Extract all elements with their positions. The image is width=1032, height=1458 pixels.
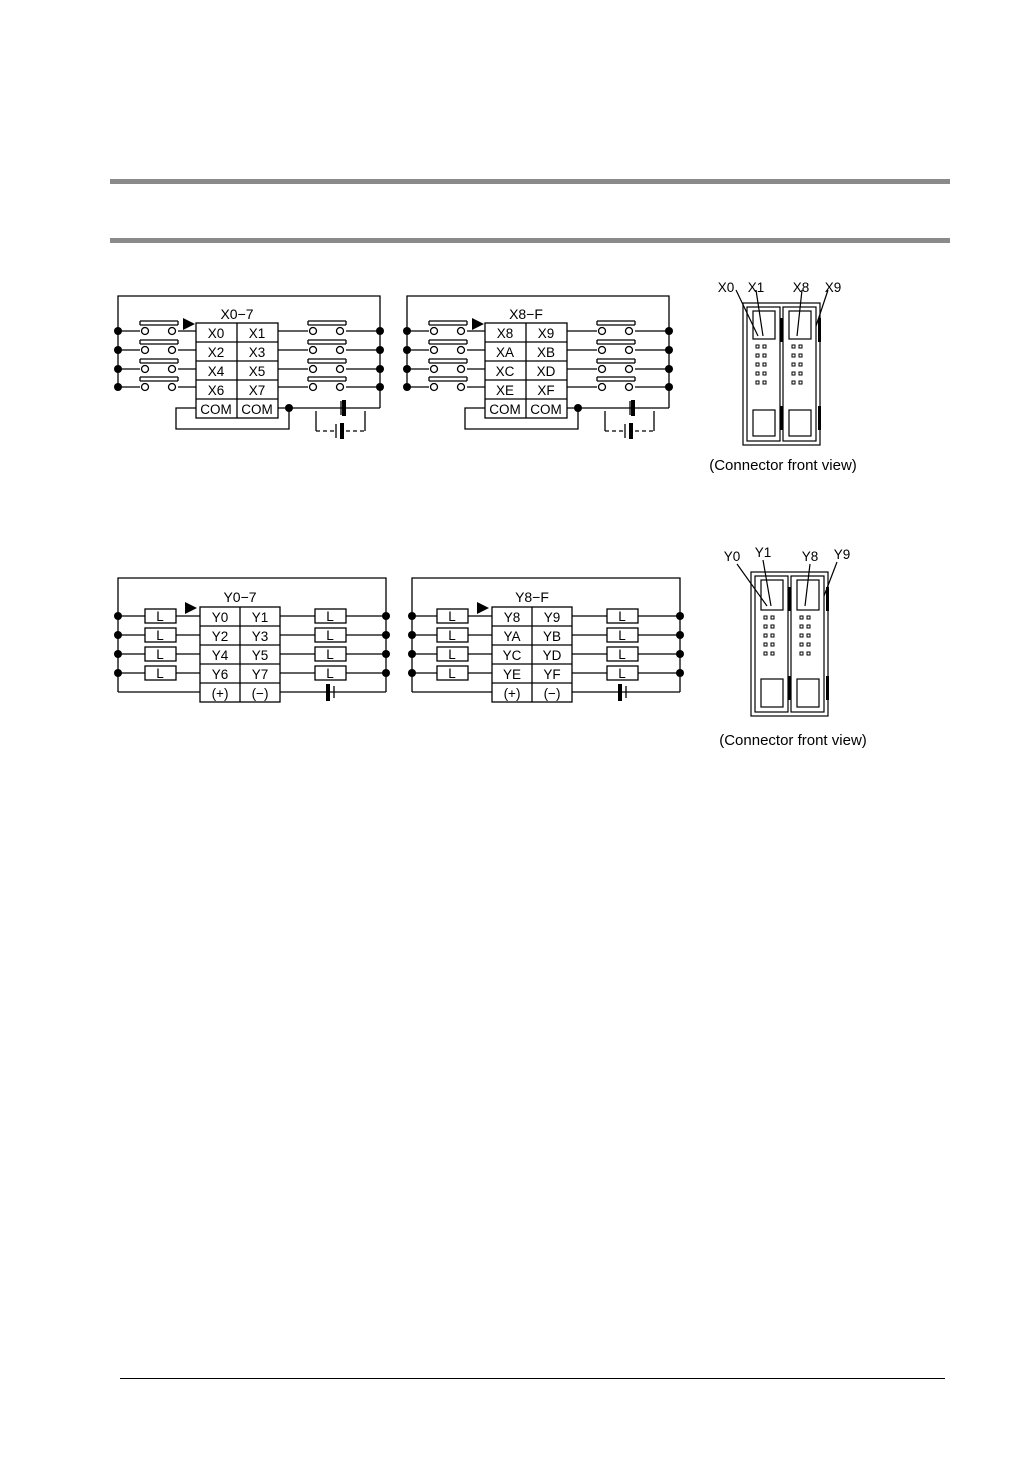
terminal-label: YC bbox=[502, 648, 522, 663]
terminal-label: Y6 bbox=[211, 667, 229, 682]
load-label: L bbox=[156, 628, 164, 643]
terminal-label: X3 bbox=[248, 345, 266, 360]
terminal-label: X2 bbox=[207, 345, 225, 360]
terminal-label: Y0 bbox=[211, 610, 229, 625]
terminal-label: COM bbox=[200, 402, 232, 417]
load-label: L bbox=[326, 628, 334, 643]
terminal-label: XD bbox=[536, 364, 556, 379]
load-label: L bbox=[448, 609, 456, 624]
terminal-label: YE bbox=[502, 667, 522, 682]
terminal-label: XE bbox=[495, 383, 515, 398]
terminal-label: Y9 bbox=[543, 610, 561, 625]
input-wiring-diagram-x0-7 bbox=[108, 288, 398, 448]
input-wiring-diagram-x8-f bbox=[397, 288, 687, 448]
terminal-label: (−) bbox=[543, 686, 561, 701]
connector-caption: (Connector front view) bbox=[719, 732, 867, 749]
terminal-label: X0 bbox=[207, 326, 225, 341]
output-wiring-diagram-y0-7 bbox=[108, 572, 398, 712]
terminal-label: X4 bbox=[207, 364, 225, 379]
load-label: L bbox=[618, 628, 626, 643]
load-label: L bbox=[618, 666, 626, 681]
terminal-label: X8 bbox=[496, 326, 514, 341]
terminal-label: X1 bbox=[248, 326, 266, 341]
terminal-label: Y2 bbox=[211, 629, 229, 644]
terminal-label: X6 bbox=[207, 383, 225, 398]
load-label: L bbox=[326, 647, 334, 662]
load-label: L bbox=[156, 666, 164, 681]
terminal-label: YB bbox=[542, 629, 562, 644]
pin-label: Y9 bbox=[833, 547, 851, 562]
block-title: X8−F bbox=[509, 306, 543, 322]
terminal-label: (+) bbox=[211, 686, 229, 701]
load-label: L bbox=[618, 609, 626, 624]
load-label: L bbox=[618, 647, 626, 662]
terminal-label: XC bbox=[495, 364, 515, 379]
block-title: Y0−7 bbox=[223, 589, 257, 605]
output-connector-front-view bbox=[705, 544, 895, 754]
terminal-label: YA bbox=[503, 629, 521, 644]
terminal-label: YF bbox=[543, 667, 561, 682]
load-label: L bbox=[448, 666, 456, 681]
section-rule bbox=[110, 238, 950, 243]
pin-label: Y0 bbox=[723, 549, 741, 564]
load-label: L bbox=[326, 666, 334, 681]
terminal-label: COM bbox=[489, 402, 521, 417]
load-label: L bbox=[326, 609, 334, 624]
terminal-label: XB bbox=[536, 345, 556, 360]
pin-label: X8 bbox=[792, 280, 810, 295]
pin-label: Y1 bbox=[754, 545, 772, 560]
block-title: Y8−F bbox=[515, 589, 549, 605]
terminal-label: Y5 bbox=[251, 648, 269, 663]
terminal-label: XA bbox=[495, 345, 515, 360]
block-title: X0−7 bbox=[220, 306, 254, 322]
terminal-label: X7 bbox=[248, 383, 266, 398]
pin-label: Y8 bbox=[801, 549, 819, 564]
footer-rule bbox=[120, 1378, 945, 1379]
load-label: L bbox=[448, 647, 456, 662]
terminal-label: X9 bbox=[537, 326, 555, 341]
connector-caption: (Connector front view) bbox=[709, 457, 857, 474]
output-wiring-diagram-y8-f bbox=[402, 572, 692, 712]
terminal-label: XF bbox=[537, 383, 555, 398]
terminal-label: Y4 bbox=[211, 648, 229, 663]
pin-label: X1 bbox=[747, 280, 765, 295]
terminal-label: Y7 bbox=[251, 667, 269, 682]
pin-label: X9 bbox=[824, 280, 842, 295]
terminal-label: Y8 bbox=[503, 610, 521, 625]
terminal-label: COM bbox=[241, 402, 273, 417]
load-label: L bbox=[156, 647, 164, 662]
terminal-label: (+) bbox=[503, 686, 521, 701]
terminal-label: Y1 bbox=[251, 610, 269, 625]
terminal-label: X5 bbox=[248, 364, 266, 379]
terminal-label: Y3 bbox=[251, 629, 269, 644]
load-label: L bbox=[448, 628, 456, 643]
input-connector-front-view bbox=[700, 278, 880, 478]
load-label: L bbox=[156, 609, 164, 624]
terminal-label: COM bbox=[530, 402, 562, 417]
pin-label: X0 bbox=[717, 280, 735, 295]
top-rule bbox=[110, 179, 950, 184]
terminal-label: (−) bbox=[251, 686, 269, 701]
terminal-label: YD bbox=[542, 648, 562, 663]
